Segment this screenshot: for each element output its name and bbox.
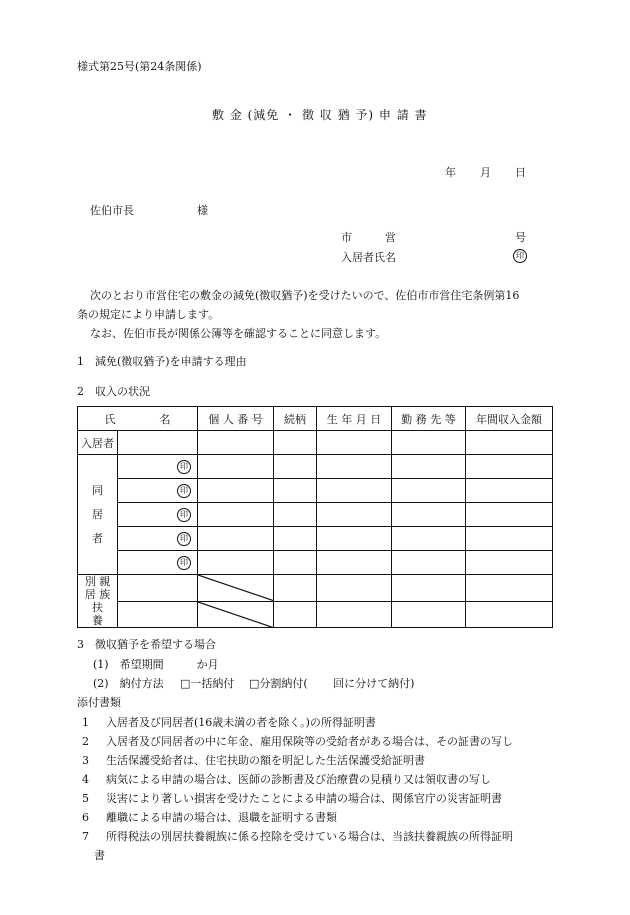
list-item	[82, 828, 513, 844]
section-3-heading: 3 徴収猶予を希望する場合	[77, 638, 216, 651]
cohabitant-number-cell[interactable]	[198, 527, 274, 551]
cohabitant-workplace-cell[interactable]	[392, 479, 466, 503]
item-number: 1	[82, 716, 89, 729]
resident-number-cell[interactable]	[198, 431, 274, 455]
cohabitant-relationship-cell[interactable]	[274, 455, 317, 479]
cohabitant-birthdate-cell[interactable]	[317, 455, 392, 479]
header-personal-number: 個 人 番 号	[198, 407, 274, 431]
separate-birthdate-cell[interactable]	[317, 601, 392, 628]
cohabitant-workplace-cell[interactable]	[392, 551, 466, 575]
list-item-continuation: 書	[94, 849, 105, 862]
date-day: 日	[515, 166, 526, 179]
list-item	[82, 771, 491, 787]
cohabitant-relationship-cell[interactable]	[274, 479, 317, 503]
separate-label-line-4: 養	[92, 614, 103, 627]
item-text: 災害により著しい損害を受けたことによる申請の場合は、関係官庁の災害証明書	[106, 792, 502, 805]
cohabitant-relationship-cell[interactable]	[274, 527, 317, 551]
cohabitant-income-cell[interactable]	[466, 479, 553, 503]
cohabitant-workplace-cell[interactable]	[392, 455, 466, 479]
table-row	[78, 455, 553, 479]
address-suffix: 号	[515, 231, 526, 244]
cohabitant-number-cell[interactable]	[198, 551, 274, 575]
separate-income-cell[interactable]	[466, 601, 553, 628]
seal-icon: 印	[177, 556, 191, 570]
document-title: 敷 金 (減免 ・ 徴 収 猶 予) 申 請 書	[212, 108, 428, 122]
table-row	[78, 479, 553, 503]
cohabitant-workplace-cell[interactable]	[392, 527, 466, 551]
list-item	[82, 714, 376, 730]
separate-number-cell-struck	[198, 575, 274, 602]
address-label: 市 営	[341, 231, 396, 244]
separate-label-line-1: 別 親	[84, 575, 111, 588]
resident-name-label: 入居者氏名	[341, 251, 396, 264]
header-workplace: 勤 務 先 等	[392, 407, 466, 431]
item-number: 4	[82, 773, 89, 786]
list-item	[82, 809, 337, 825]
item-text: 離職による申請の場合は、退職を証明する書類	[106, 811, 337, 824]
lump-sum-option[interactable]: □一括納付	[180, 677, 235, 690]
cohabitant-birthdate-cell[interactable]	[317, 527, 392, 551]
cohabitant-number-cell[interactable]	[198, 479, 274, 503]
table-row	[78, 551, 553, 575]
cohabitant-name-cell[interactable]	[118, 551, 198, 575]
seal-icon: 印	[177, 508, 191, 522]
addressee-name: 佐伯市長	[90, 204, 134, 217]
item-number: 7	[82, 830, 89, 843]
cohabitant-char-3: 者	[92, 531, 103, 545]
header-name: 氏 名	[78, 407, 198, 431]
item-text: 病気による申請の場合は、医師の診断書及び治療費の見積り又は領収書の写し	[106, 773, 491, 786]
table-row	[78, 503, 553, 527]
cohabitant-char-1: 同	[92, 483, 103, 497]
applicant-seal-icon: 印	[513, 249, 527, 263]
separate-label-line-3: 扶	[92, 601, 103, 614]
date-year: 年	[445, 166, 456, 179]
table-header-row	[78, 407, 553, 431]
cohabitant-relationship-cell[interactable]	[274, 551, 317, 575]
date-month: 月	[480, 166, 491, 179]
resident-relationship-cell[interactable]	[274, 431, 317, 455]
table-row	[78, 527, 553, 551]
installment-option[interactable]: □分割納付( 回に分けて納付)	[249, 677, 415, 690]
separate-workplace-cell[interactable]	[392, 601, 466, 628]
separate-income-cell[interactable]	[466, 575, 553, 602]
cohabitant-income-cell[interactable]	[466, 503, 553, 527]
table-row	[78, 575, 553, 602]
separate-label-line-2: 居 族	[84, 588, 111, 601]
deferral-period: (1) 希望期間 か月	[93, 658, 219, 671]
row-label-separate-dependent	[78, 575, 118, 628]
resident-workplace-cell[interactable]	[392, 431, 466, 455]
cohabitant-name-cell[interactable]	[118, 527, 198, 551]
resident-name-cell[interactable]	[118, 431, 198, 455]
seal-icon: 印	[177, 532, 191, 546]
separate-name-cell[interactable]	[118, 575, 198, 602]
cohabitant-workplace-cell[interactable]	[392, 503, 466, 527]
item-text: 入居者及び同居者(16歳未満の者を除く。)の所得証明書	[106, 716, 376, 729]
form-number: 様式第25号(第24条関係)	[77, 60, 202, 73]
row-label-resident: 入居者	[78, 431, 118, 455]
body-paragraph-1-line-1: 次のとおり市営住宅の敷金の減免(徴収猶予)を受けたいので、佐伯市市営住宅条例第16	[90, 289, 520, 302]
cohabitant-income-cell[interactable]	[466, 455, 553, 479]
separate-workplace-cell[interactable]	[392, 575, 466, 602]
header-birthdate: 生 年 月 日	[317, 407, 392, 431]
item-number: 2	[82, 735, 89, 748]
income-table	[77, 406, 553, 628]
addressee-honorific: 様	[197, 204, 208, 217]
cohabitant-number-cell[interactable]	[198, 503, 274, 527]
separate-name-cell[interactable]	[118, 601, 198, 628]
section-1-heading: 1 減免(徴収猶予)を申請する理由	[77, 355, 247, 368]
list-item	[82, 752, 425, 768]
item-number: 5	[82, 792, 89, 805]
cohabitant-name-cell[interactable]	[118, 503, 198, 527]
table-row	[78, 601, 553, 628]
cohabitant-number-cell[interactable]	[198, 455, 274, 479]
cohabitant-birthdate-cell[interactable]	[317, 479, 392, 503]
cohabitant-birthdate-cell[interactable]	[317, 551, 392, 575]
cohabitant-name-cell[interactable]	[118, 479, 198, 503]
header-annual-income: 年間収入金額	[466, 407, 553, 431]
cohabitant-name-cell[interactable]	[118, 455, 198, 479]
body-paragraph-2: なお、佐伯市長が関係公簿等を確認することに同意します。	[90, 327, 387, 340]
separate-number-cell-struck	[198, 601, 274, 628]
seal-icon: 印	[177, 484, 191, 498]
separate-relationship-cell[interactable]	[274, 575, 317, 602]
cohabitant-birthdate-cell[interactable]	[317, 503, 392, 527]
row-label-cohabitant	[78, 455, 118, 575]
item-text: 入居者及び同居者の中に年金、雇用保険等の受給者がある場合は、その証書の写し	[106, 735, 513, 748]
payment-method-label: (2) 納付方法	[93, 677, 164, 690]
separate-birthdate-cell[interactable]	[317, 575, 392, 602]
resident-income-cell[interactable]	[466, 431, 553, 455]
item-text: 生活保護受給者は、住宅扶助の額を明記した生活保護受給証明書	[106, 754, 425, 767]
table-row	[78, 431, 553, 455]
item-number: 6	[82, 811, 89, 824]
header-relationship: 続柄	[274, 407, 317, 431]
cohabitant-income-cell[interactable]	[466, 527, 553, 551]
item-text: 所得税法の別居扶養親族に係る控除を受けている場合は、当該扶養親族の所得証明	[106, 830, 513, 843]
list-item	[82, 790, 502, 806]
list-item	[82, 733, 513, 749]
attachments-heading: 添付書類	[77, 696, 121, 709]
seal-icon: 印	[177, 460, 191, 474]
cohabitant-relationship-cell[interactable]	[274, 503, 317, 527]
separate-relationship-cell[interactable]	[274, 601, 317, 628]
resident-birthdate-cell[interactable]	[317, 431, 392, 455]
cohabitant-income-cell[interactable]	[466, 551, 553, 575]
body-paragraph-1-line-2: 条の規定により申請します。	[77, 308, 220, 321]
item-number: 3	[82, 754, 89, 767]
section-2-heading: 2 収入の状況	[77, 385, 150, 398]
cohabitant-char-2: 居	[92, 507, 103, 521]
